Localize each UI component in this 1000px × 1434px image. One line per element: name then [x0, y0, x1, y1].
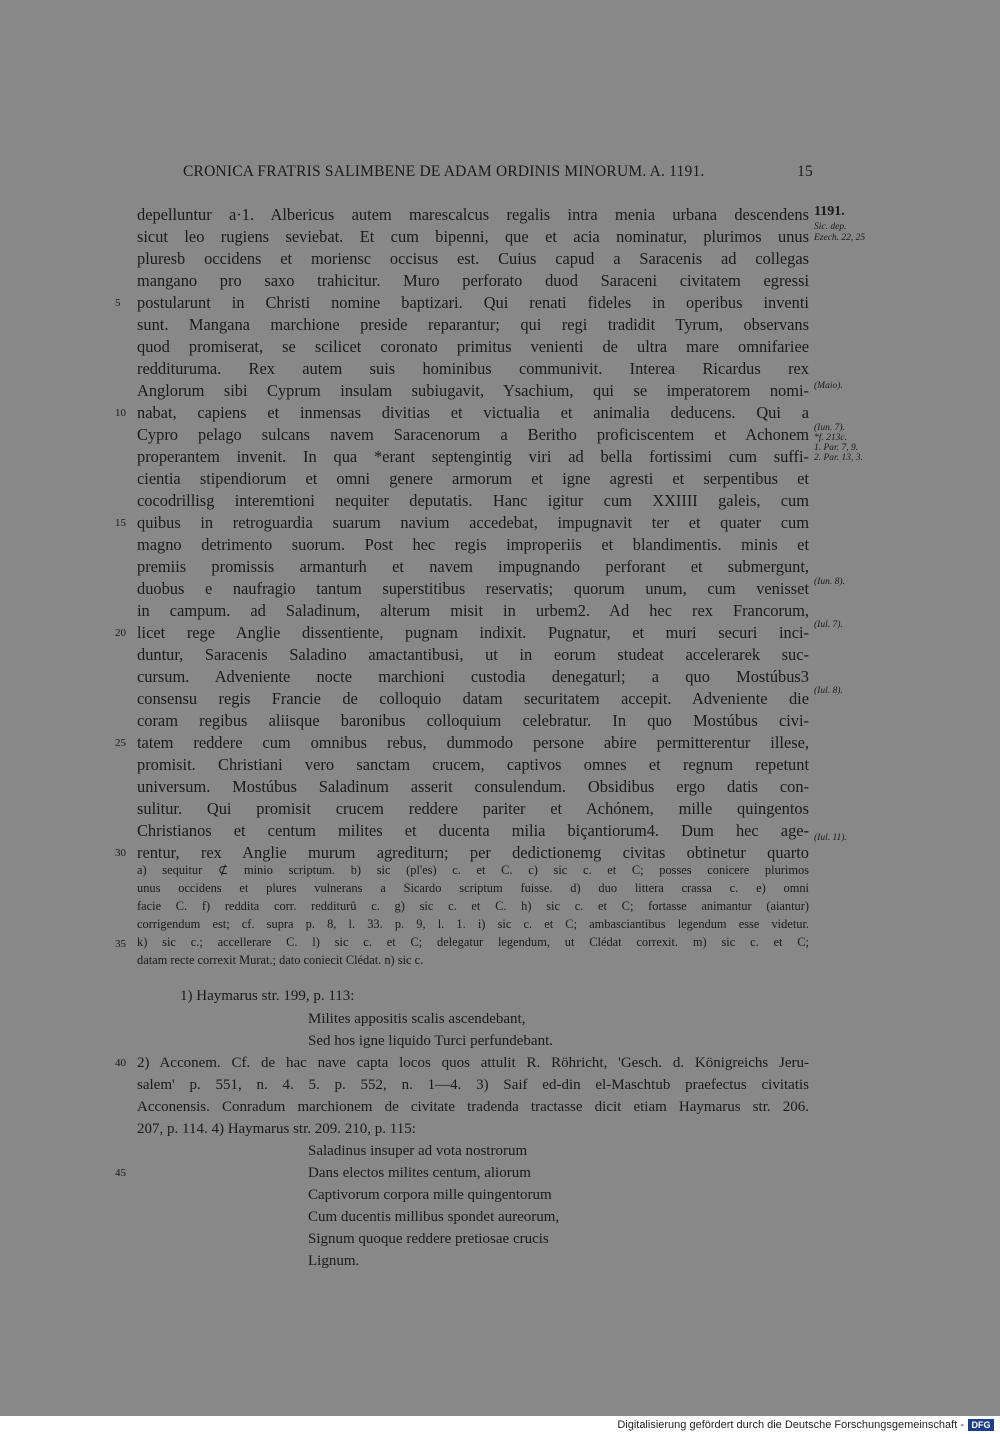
margin-note: (Iun. 8).: [814, 577, 845, 587]
footnote-line: 1) Haymarus str. 199, p. 113:: [180, 988, 355, 1004]
text-line: magno detrimento suorum. Post hec regis improperiis et blandimentis. minis et: [137, 535, 809, 554]
note-line: k) sic c.; accellerare C. l) sic c. et C; delegatur legendum, ut Clédat correxit. m) sic c. et C;: [137, 935, 809, 949]
text-line: properantem invenit. In qua *erant septengintig viri ad bella fortissimi cum suffi-: [137, 447, 809, 466]
text-line: quod promiserat, se scilicet coronato primitus venienti de ultra mare omnifariee: [137, 337, 809, 356]
text-line: Christianos et centum milites et ducenta milia biçantiorum4. Dum hec age-: [137, 821, 809, 840]
note-line: datam recte correxit Murat.; dato coniecit Clédat. n) sic c.: [137, 953, 424, 967]
line-number: 10: [115, 407, 126, 419]
line-number: 25: [115, 737, 126, 749]
margin-note: (Iul. 8).: [814, 686, 843, 696]
text-line: sunt. Mangana marchione preside reparantur; qui regi tradidit Tyrum, observans: [137, 315, 809, 334]
text-line: duobus e naufragio tantum superstitibus reservatis; quorum unum, cum venisset: [137, 579, 809, 598]
header-title: CRONICA FRATRIS SALIMBENE DE ADAM ORDINIS MINORUM. A. 1191.: [183, 163, 705, 180]
verse-line: Sed hos igne liquido Turci perfundebant.: [308, 1033, 553, 1049]
verse-line: Dans electos milites centum, aliorum: [308, 1165, 531, 1181]
line-number: 15: [115, 517, 126, 529]
text-line: cocodrillisg interemtioni nequiter deputatis. Hanc igitur cum XXIIII galeis, cum: [137, 491, 809, 510]
margin-note: (Iun. 7).: [814, 423, 845, 433]
line-number: 30: [115, 847, 126, 859]
margin-note: (Iul. 7).: [814, 620, 843, 630]
text-line: Anglorum sibi Cyprum insulam subiugavit, Ysachium, qui se imperatorem nomi-: [137, 381, 809, 400]
footnote-line: Acconensis. Conradum marchionem de civitate tradenda tractasse dicit etiam Haymarus str. 206.: [137, 1099, 809, 1115]
page-number: 15: [797, 163, 813, 180]
text-line: sulitur. Qui promisit crucem reddere pariter et Achónem, mille quingentos: [137, 799, 809, 818]
margin-note: Sic. dep.: [814, 222, 847, 232]
margin-note: 2. Par. 13, 3.: [814, 453, 863, 463]
text-line: cursum. Adveniente nocte marchioni custodia denegaturl; a quo Mostúbus3: [137, 667, 809, 686]
text-line: pluresb occidens et moriensc occisus est. Cuius capud a Saracenis ad collegas: [137, 249, 809, 268]
line-number: 35: [115, 938, 126, 950]
funding-footer: [0, 1416, 1000, 1434]
note-line: a) sequitur ⊄ minio scriptum. b) sic (pl'es) c. et C. c) sic c. et C; posses conicere plurimos: [137, 863, 809, 877]
note-line: unus occidens et plures vulnerans a Sicardo scriptum fuisse. d) duo littera crassa c. e) omni: [137, 881, 809, 895]
text-line: promisit. Christiani vero sanctam crucem, captivos omnes et regnum repetunt: [137, 755, 809, 774]
margin-note: 1. Par. 7, 9.: [814, 443, 859, 453]
text-line: depelluntur a·1. Albericus autem marescalcus regalis intra menia urbana descendens: [137, 205, 809, 224]
footnote-line: 2) Acconem. Cf. de hac nave capta locos quos attulit R. Röhricht, 'Gesch. d. Königreichs Jeru-: [137, 1055, 809, 1071]
text-line: postularunt in Christi nomine baptizari. Qui renati fideles in operibus inventi: [137, 293, 809, 312]
margin-note: *f. 213c.: [814, 433, 847, 443]
verse-line: Lignum.: [308, 1253, 360, 1269]
text-line: coram regibus aliisque baronibus colloquium celebratur. In quo Mostúbus civi-: [137, 711, 809, 730]
line-number: 40: [115, 1057, 126, 1069]
running-header: [183, 163, 813, 181]
text-line: reddituruma. Rex autem suis hominibus communivit. Interea Ricardus rex: [137, 359, 809, 378]
verse-line: Signum quoque reddere pretiosae crucis: [308, 1231, 549, 1247]
verse-line: Cum ducentis millibus spondet aureorum,: [308, 1209, 560, 1225]
text-line: licet rege Anglie dissentiente, pugnam indixit. Pugnatur, et muri securi inci-: [137, 623, 809, 642]
dfg-logo: DFG: [968, 1419, 994, 1431]
text-line: tatem reddere cum omnibus rebus, dummodo persone abire permitterentur illese,: [137, 733, 809, 752]
line-number: 45: [115, 1167, 126, 1179]
text-line: rentur, rex Anglie murum agrediturn; per dedictionemg civitas obtinetur quarto: [137, 843, 809, 862]
line-number: 20: [115, 627, 126, 639]
verse-line: Milites appositis scalis ascendebant,: [308, 1011, 526, 1027]
text-line: mangano pro saxo trahicitur. Muro perforato duod Saraceni civitatem egressi: [137, 271, 809, 290]
text-line: Cypro pelago sulcans navem Saracenorum a Beritho proficiscentem et Achonem: [137, 425, 809, 444]
text-line: universum. Mostúbus Saladinum asserit consulendum. Obsidibus ergo datis con-: [137, 777, 809, 796]
note-line: corrigendum est; cf. supra p. 8, l. 33. p. 9, l. 1. i) sic c. et C; ambasciantibus legendum esse videtur.: [137, 917, 809, 931]
text-line: in campum. ad Saladinum, alterum misit in urbem2. Ad hec rex Francorum,: [137, 601, 809, 620]
text-line: duntur, Saracenis Saladino amactantibusi, ut in eorum studeat accelerarek suc-: [137, 645, 809, 664]
footer-text: Digitalisierung gefördert durch die Deutsche Forschungsgemeinschaft -: [617, 1419, 964, 1431]
note-line: facie C. f) reddita corr. redditurû c. g) sic c. et C. h) sic c. et C; fortasse animantur (aiantur): [137, 899, 809, 913]
text-line: quibus in retroguardia suarum navium accedebat, impugnavit ter et quater cum: [137, 513, 809, 532]
margin-note: (Iul. 11).: [814, 833, 847, 843]
verse-line: Captivorum corpora mille quingentorum: [308, 1187, 552, 1203]
footnote-line: salem' p. 551, n. 4. 5. p. 552, n. 1—4. 3) Saif ed-din el-Maschtub praefectus civitatis: [137, 1077, 809, 1093]
text-line: consensu regis Francie de colloquio datam securitatem accepit. Adveniente die: [137, 689, 809, 708]
margin-note: (Maio).: [814, 381, 843, 391]
text-line: sicut leo rugiens seviebat. Et cum bipenni, que et acia nominatur, plurimos unus: [137, 227, 809, 246]
footnote-line: 207, p. 114. 4) Haymarus str. 209. 210, p. 115:: [137, 1121, 416, 1137]
text-line: premiis promissis armanturh et navem impugnando perforant et submergunt,: [137, 557, 809, 576]
line-number: 5: [115, 297, 121, 309]
text-line: nabat, capiens et inmensas divitias et victualia et animalia deducens. Qui a: [137, 403, 809, 422]
margin-note: Ezech. 22, 25: [814, 233, 866, 243]
verse-line: Saladinus insuper ad vota nostrorum: [308, 1143, 528, 1159]
text-line: cientia stipendiorum et omni genere armorum et igne agresti et serpentibus et: [137, 469, 809, 488]
margin-year: 1191.: [814, 204, 845, 219]
